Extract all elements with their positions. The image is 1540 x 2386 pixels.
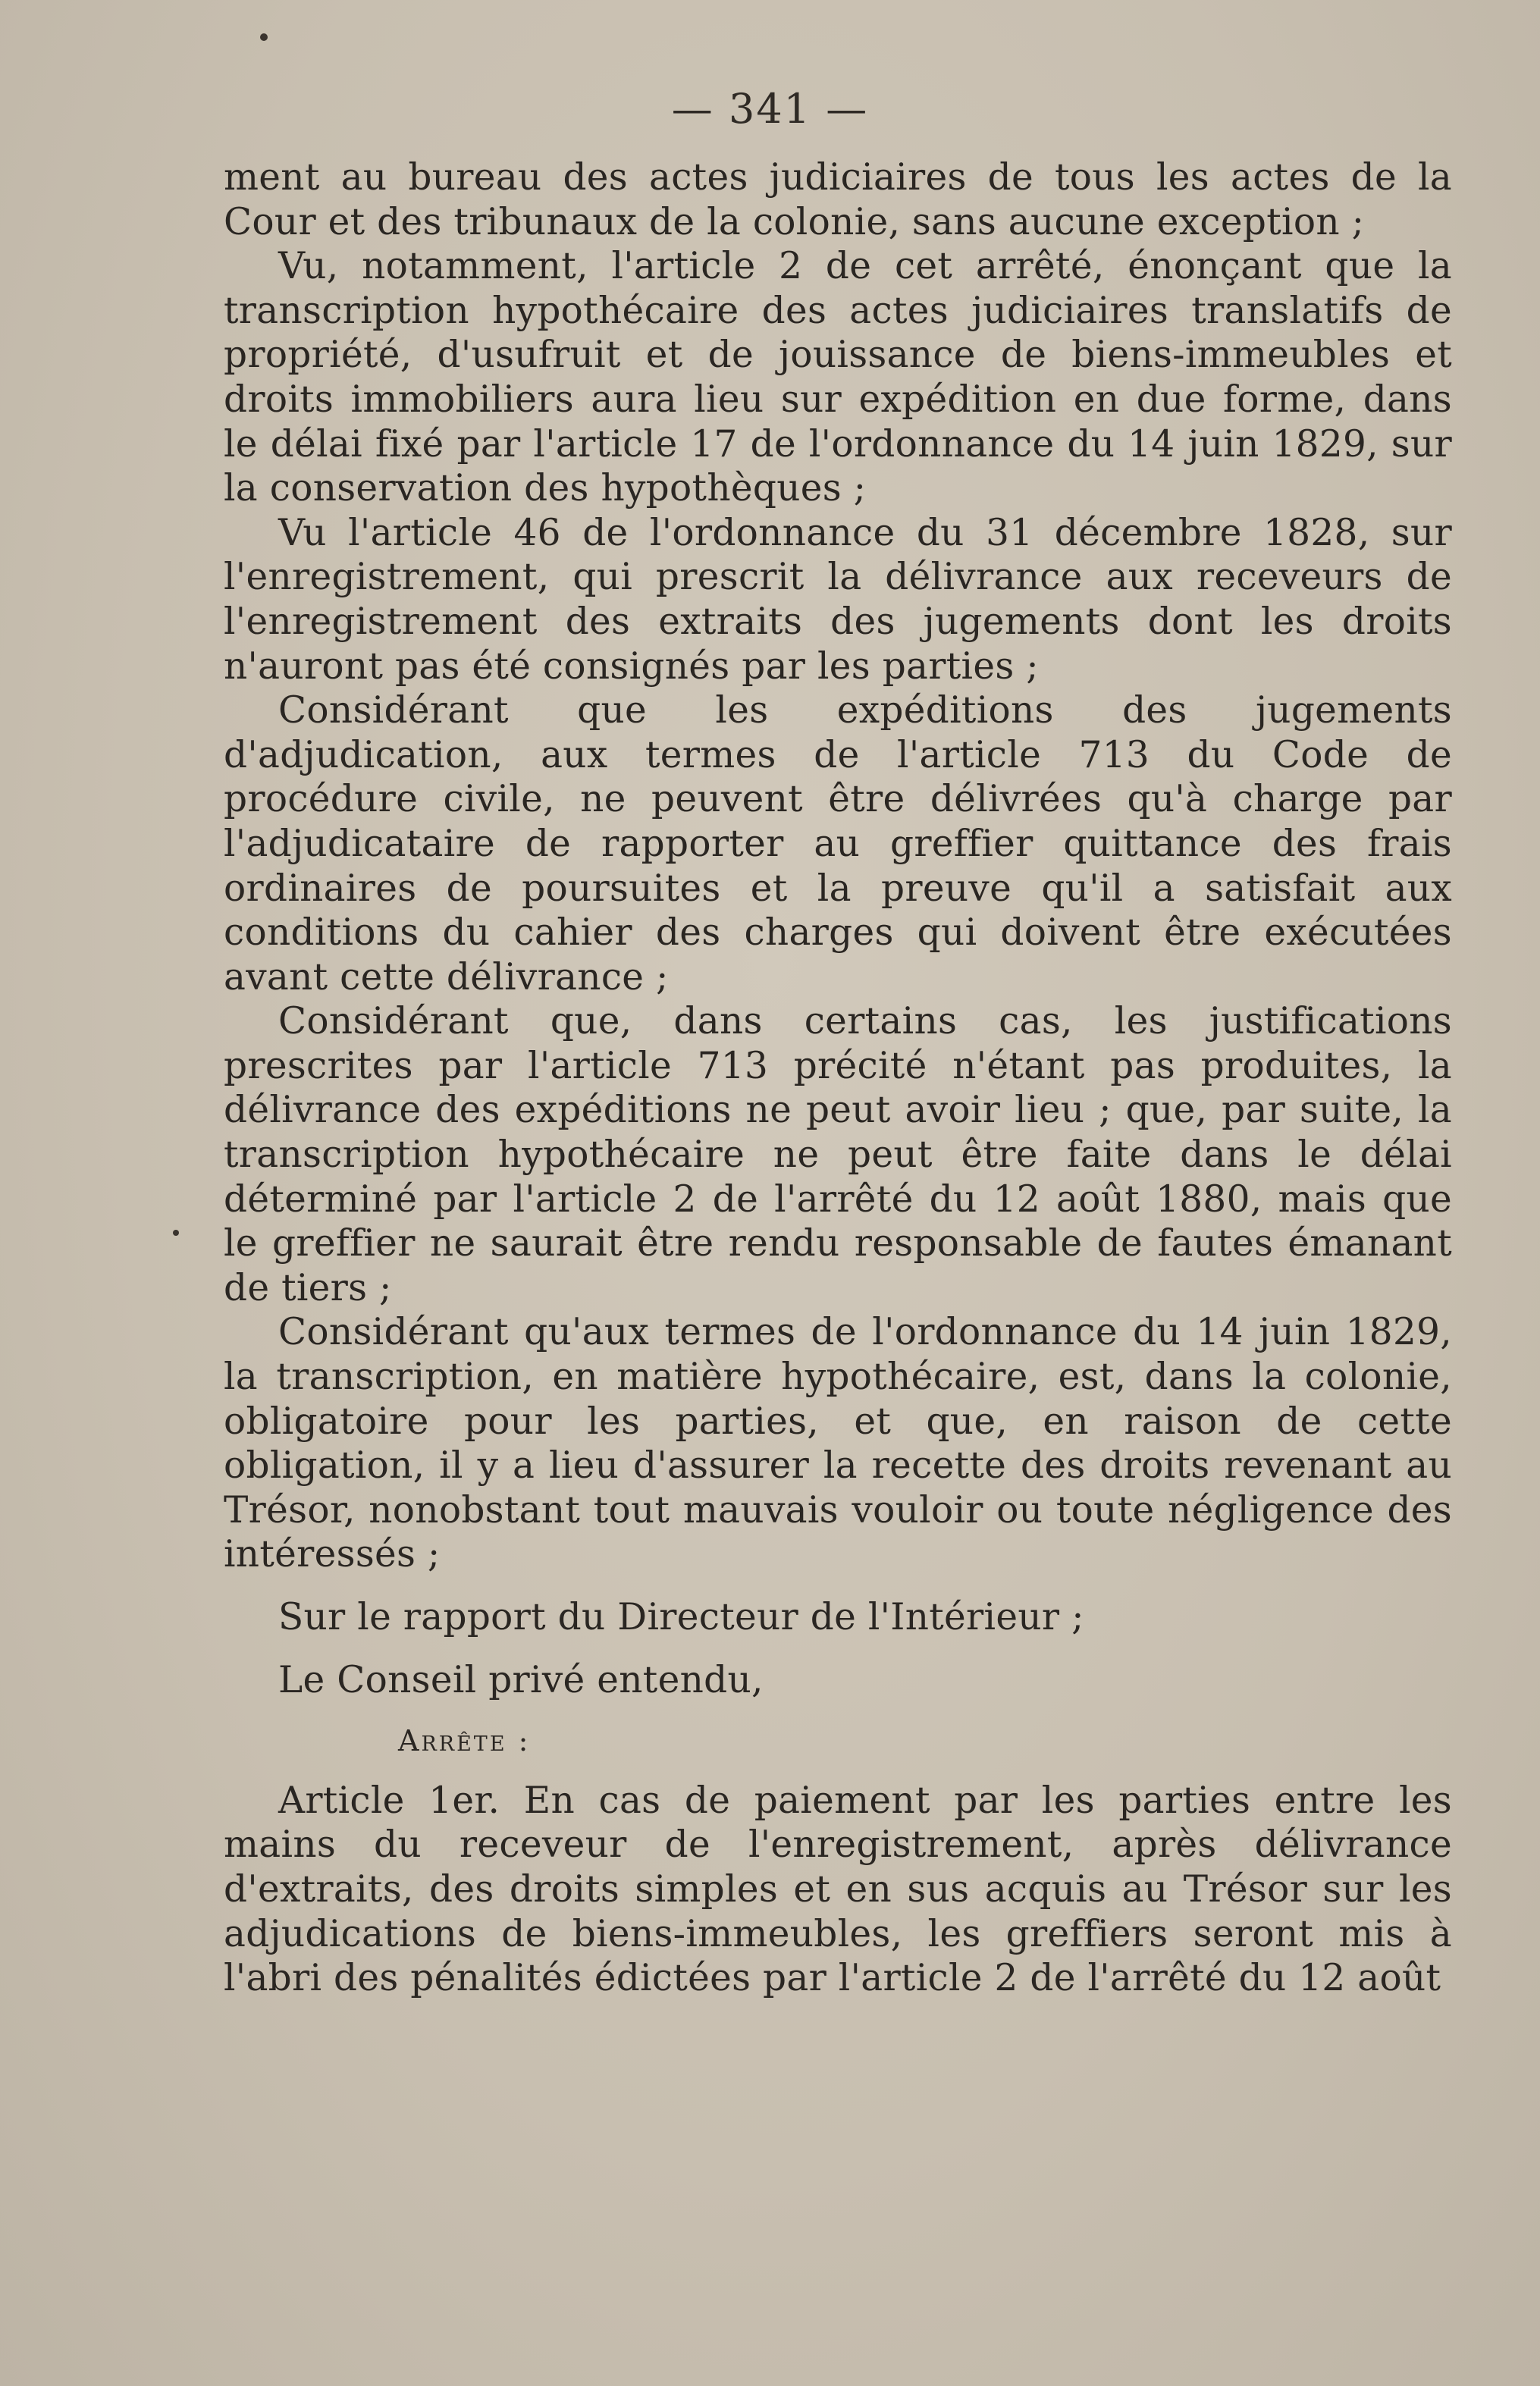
page-number: — 341 —: [671, 85, 869, 133]
arrete-heading: Arrête :: [398, 1724, 531, 1758]
article-1: Article 1er. En cas de paiement par les parties entre les mains du receveur de l'enregistrement, après délivrance d'extraits, des droits simples et en sus acquis au Trésor sur les adjudications de biens-immeubles, les greffiers seront mis à l'abri des pénalités édictées par l'article 2 de l'arrêté du 12 août: [224, 1779, 1452, 2000]
paragraph-considerant-expeditions: Considérant que les expéditions des jugements d'adjudication, aux termes de l'article 713 du Code de procédure civile, ne peuvent être délivrées qu'à charge par l'adjudicataire de rapporter au greffier quittance des frais ordinaires de poursuites et la preuve qu'il a satisfait aux conditions du cahier des charges qui doivent être exécutées avant cette délivrance ;: [224, 689, 1452, 999]
paragraph-continuation: ment au bureau des actes judiciaires de tous les actes de la Cour et des tribunaux de la colonie, sans aucune exception ;: [224, 156, 1452, 243]
paragraph-considerant-ordonnance: Considérant qu'aux termes de l'ordonnance du 14 juin 1829, la transcription, en matière hypothécaire, est, dans la colonie, obligatoire pour les parties, et que, en raison de cette obligation, il y a lieu d'assurer la recette des droits revenant au Trésor, nonobstant tout mauvais vouloir ou toute négligence des intéressés ;: [224, 1311, 1452, 1576]
body-text: [224, 155, 1452, 2001]
paragraph-considerant-justifications: Considérant que, dans certains cas, les justifications prescrites par l'article 713 précité n'étant pas produites, la délivrance des expéditions ne peut avoir lieu ; que, par suite, la transcription hypothécaire ne peut être faite dans le délai déterminé par l'article 2 de l'arrêté du 12 août 1880, mais que le greffier ne saurait être rendu responsable de fautes émanant de tiers ;: [224, 1000, 1452, 1309]
paragraph-conseil: Le Conseil privé entendu,: [278, 1658, 764, 1701]
paragraph-vu-article-46: Vu l'article 46 de l'ordonnance du 31 décembre 1828, sur l'enregistrement, qui prescrit la délivrance aux receveurs de l'enregistrement des extraits des jugements dont les droits n'auront pas été consignés par les parties ;: [224, 511, 1452, 688]
ink-speck: [173, 1230, 179, 1236]
paragraph-rapport: Sur le rapport du Directeur de l'Intérieur ;: [278, 1596, 1084, 1638]
ink-speck: [260, 33, 268, 41]
paragraph-vu-article-2: Vu, notamment, l'article 2 de cet arrêté, énonçant que la transcription hypothécaire des actes judiciaires translatifs de propriété, d'usufruit et de jouissance de biens-immeubles et droits immobiliers aura lieu sur expédition en due forme, dans le délai fixé par l'article 17 de l'ordonnance du 14 juin 1829, sur la conservation des hypothèques ;: [224, 245, 1452, 510]
